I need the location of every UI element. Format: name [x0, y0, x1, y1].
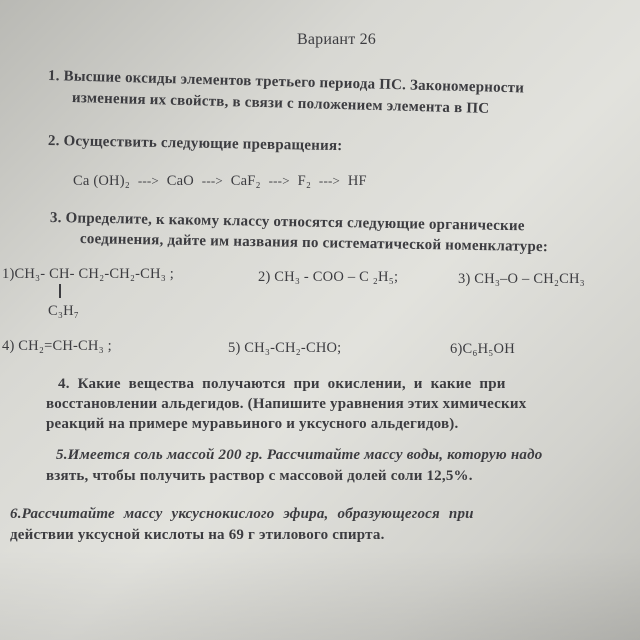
photo-shadow	[0, 550, 640, 640]
task-5-line-2: взять, чтобы получить раствор с массовой долей соли 12,5%.	[46, 468, 473, 484]
task-5-line-1	[56, 446, 542, 464]
task-5-number: 5.	[56, 447, 68, 463]
chain-item-2: CaO	[166, 173, 194, 189]
task-1-line-2: изменения их свойств, в связи с положением элемента в ПС	[71, 90, 490, 117]
task-6-text-1: Рассчитайте массу уксуснокислого эфира, образующегося при	[21, 506, 474, 522]
formula-6: 6)C₆H₅OH	[450, 341, 515, 357]
formula-2: 2) CH₃ - COO – C ₂H₅;	[258, 269, 399, 285]
task-3-line-2: соединения, дайте им названия по систематической номенклатуре:	[79, 231, 549, 256]
task-1-number: 1.	[47, 68, 60, 85]
formula-1: 1)CH₃- CH- CH₂-CH₂-CH₃ ;	[2, 266, 175, 282]
task-2-text-1: Осуществить следующие превращения:	[63, 133, 343, 155]
page-title: Вариант 26	[297, 31, 376, 48]
task-4-line-2: восстановлении альдегидов. (Напишите уравнения этих химических	[46, 396, 527, 412]
task-2-line-1	[48, 132, 343, 155]
task-3-number: 3.	[49, 210, 62, 227]
chain-arrow-4: --->	[318, 173, 341, 188]
task-4-line-3: реакций на примере муравьиного и уксусного альдегидов).	[46, 416, 459, 432]
task-4-number: 4.	[58, 376, 70, 392]
formula-1-branch: C₃H₇	[48, 303, 80, 319]
formula-4: 4) CH₂=CH-CH₃ ;	[2, 338, 112, 354]
task-5-text-1: Имеется соль массой 200 гр. Рассчитайте массу воды, которую надо	[67, 447, 543, 463]
task-4-line-1	[58, 375, 506, 393]
chain-item-5: HF	[347, 173, 367, 189]
task-2-number: 2.	[47, 133, 60, 150]
task-6-line-2: действии уксусной кислоты на 69 г этилового спирта.	[10, 527, 385, 543]
formula-3: 3) CH₃–O – CH₂CH₃	[458, 271, 585, 287]
task-6-line-1	[10, 505, 474, 523]
formula-1-branch-bond	[59, 284, 61, 298]
chain-item-3: CaF₂	[230, 173, 261, 189]
task-2-chain	[73, 172, 367, 190]
chain-arrow-3: --->	[268, 173, 290, 188]
formula-5: 5) CH₃-CH₂-CHO;	[228, 340, 342, 356]
chain-arrow-1: --->	[137, 173, 159, 188]
chain-arrow-2: --->	[201, 173, 223, 188]
task-1-text-1: Высшие оксиды элементов третьего периода ПС. Закономерности	[63, 68, 525, 97]
task-3-text-1: Определите, к какому классу относятся следующие органические	[65, 210, 525, 235]
task-6-number: 6.	[10, 506, 22, 522]
chain-item-1: Ca (OH)₂	[73, 173, 130, 189]
task-4-text-1: Какие вещества получаются при окислении, и какие при	[77, 376, 506, 392]
chain-item-4: F₂	[297, 173, 312, 189]
